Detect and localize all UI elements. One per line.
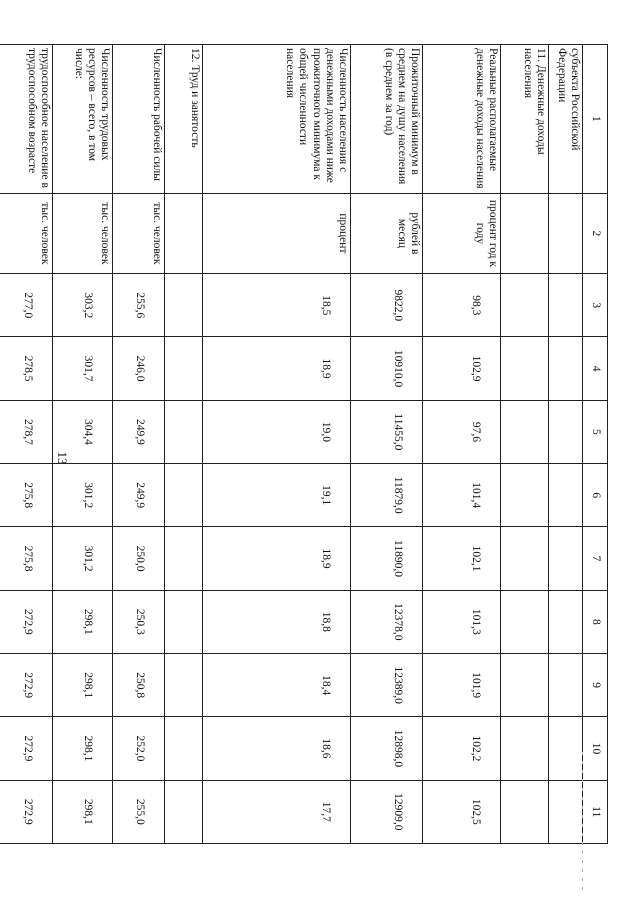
value-cell: 12389,0 (351, 654, 423, 717)
value-cell: 19,1 (203, 464, 351, 527)
row-label: Численность населения с денежными доходами ниже прожиточного минимума к общей численности населения (203, 45, 351, 194)
value-cell: 101,4 (423, 464, 501, 527)
value-cell (501, 464, 549, 527)
row-unit: рублей в месяц (351, 193, 423, 273)
value-cell: 250,8 (113, 654, 165, 717)
value-cell: 303,2 (53, 274, 113, 337)
value-cell: 298,1 (53, 717, 113, 780)
value-cell: 12378,0 (351, 590, 423, 653)
row-label: трудоспособное население в трудоспособном возрасте (0, 45, 53, 194)
value-cell: 250,0 (113, 527, 165, 590)
value-cell: 18,9 (203, 527, 351, 590)
value-cell: 277,0 (0, 274, 53, 337)
table-row (0, 45, 53, 844)
value-cell: 272,9 (0, 717, 53, 780)
column-number: 1 (583, 45, 608, 194)
value-cell: 97,6 (423, 400, 501, 463)
value-cell: 301,7 (53, 337, 113, 400)
value-cell: 101,3 (423, 590, 501, 653)
table-row (113, 45, 165, 844)
row-label: Реальные располагаемые денежные доходы населения (423, 45, 501, 194)
value-cell: 304,4 (53, 400, 113, 463)
value-cell (501, 780, 549, 843)
value-cell: 278,5 (0, 337, 53, 400)
value-cell: 18,9 (203, 337, 351, 400)
table-row (53, 45, 113, 844)
table-row (351, 45, 423, 844)
value-cell: 252,0 (113, 717, 165, 780)
value-cell: 18,8 (203, 590, 351, 653)
value-cell: 12909,0 (351, 780, 423, 843)
column-number: 3 (583, 274, 608, 337)
table-row (501, 45, 549, 844)
value-cell: 11455,0 (351, 400, 423, 463)
value-cell (501, 527, 549, 590)
value-cell (165, 464, 203, 527)
column-number: 11 (583, 780, 608, 843)
value-cell: 301,2 (53, 527, 113, 590)
value-cell (501, 337, 549, 400)
value-cell (165, 337, 203, 400)
value-cell: 275,8 (0, 527, 53, 590)
row-unit (501, 193, 549, 273)
table-body (0, 45, 608, 844)
value-cell (165, 274, 203, 337)
value-cell: 10910,0 (351, 337, 423, 400)
value-cell: 255,0 (113, 780, 165, 843)
value-cell: 272,9 (0, 654, 53, 717)
value-cell (549, 780, 583, 843)
table-container (22, 44, 608, 844)
value-cell (549, 717, 583, 780)
value-cell: 249,9 (113, 400, 165, 463)
value-cell (165, 780, 203, 843)
value-cell: 11890,0 (351, 527, 423, 590)
value-cell: 272,9 (0, 590, 53, 653)
row-unit: процент (203, 193, 351, 273)
value-cell: 19,0 (203, 400, 351, 463)
value-cell: 275,8 (0, 464, 53, 527)
row-label: Прожиточный минимум в среднем на душу населения (в среднем за год) (351, 45, 423, 194)
value-cell: 102,5 (423, 780, 501, 843)
table-row (423, 45, 501, 844)
column-number: 4 (583, 337, 608, 400)
value-cell (165, 527, 203, 590)
row-unit: тыс. человек (53, 193, 113, 273)
row-unit (549, 193, 583, 273)
value-cell (549, 464, 583, 527)
value-cell (501, 590, 549, 653)
value-cell: 278,7 (0, 400, 53, 463)
value-cell: 17,7 (203, 780, 351, 843)
column-number: 8 (583, 590, 608, 653)
value-cell (165, 590, 203, 653)
value-cell: 102,1 (423, 527, 501, 590)
scan-artifact (582, 752, 583, 892)
value-cell: 9822,0 (351, 274, 423, 337)
page-number: 13 (55, 451, 70, 465)
value-cell (549, 274, 583, 337)
column-number: 10 (583, 717, 608, 780)
value-cell (165, 400, 203, 463)
row-label: Численность рабочей силы (113, 45, 165, 194)
value-cell (549, 527, 583, 590)
rotated-table-frame (22, 44, 608, 844)
value-cell: 98,3 (423, 274, 501, 337)
row-label: 11. Денежные доходы населения (501, 45, 549, 194)
value-cell: 18,4 (203, 654, 351, 717)
value-cell (501, 400, 549, 463)
value-cell (549, 337, 583, 400)
value-cell (549, 590, 583, 653)
table-row (165, 45, 203, 844)
value-cell: 102,9 (423, 337, 501, 400)
value-cell: 250,3 (113, 590, 165, 653)
row-unit (165, 193, 203, 273)
row-unit: тыс. человек (0, 193, 53, 273)
column-number-row (583, 45, 608, 844)
row-unit: тыс. человек (113, 193, 165, 273)
value-cell: 298,1 (53, 654, 113, 717)
data-table (0, 44, 608, 844)
row-unit: процент год к году (423, 193, 501, 273)
row-label: Численность трудовых ресурсов – всего, в том числе: (53, 45, 113, 194)
column-number: 6 (583, 464, 608, 527)
table-row (203, 45, 351, 844)
column-number: 2 (583, 193, 608, 273)
value-cell: 255,6 (113, 274, 165, 337)
value-cell: 18,5 (203, 274, 351, 337)
column-number: 5 (583, 400, 608, 463)
value-cell (549, 400, 583, 463)
value-cell (501, 274, 549, 337)
value-cell (501, 717, 549, 780)
value-cell: 18,6 (203, 717, 351, 780)
value-cell: 301,2 (53, 464, 113, 527)
value-cell: 298,1 (53, 780, 113, 843)
value-cell: 246,0 (113, 337, 165, 400)
column-number: 9 (583, 654, 608, 717)
table-row (549, 45, 583, 844)
value-cell: 249,9 (113, 464, 165, 527)
value-cell: 102,2 (423, 717, 501, 780)
value-cell (165, 717, 203, 780)
value-cell: 298,1 (53, 590, 113, 653)
row-label: 12. Труд и занятость (165, 45, 203, 194)
value-cell: 101,9 (423, 654, 501, 717)
row-label: субъекта Российской Федерации (549, 45, 583, 194)
column-number: 7 (583, 527, 608, 590)
value-cell: 272,9 (0, 780, 53, 843)
value-cell (501, 654, 549, 717)
value-cell: 12898,0 (351, 717, 423, 780)
value-cell (549, 654, 583, 717)
value-cell: 11879,0 (351, 464, 423, 527)
value-cell (165, 654, 203, 717)
